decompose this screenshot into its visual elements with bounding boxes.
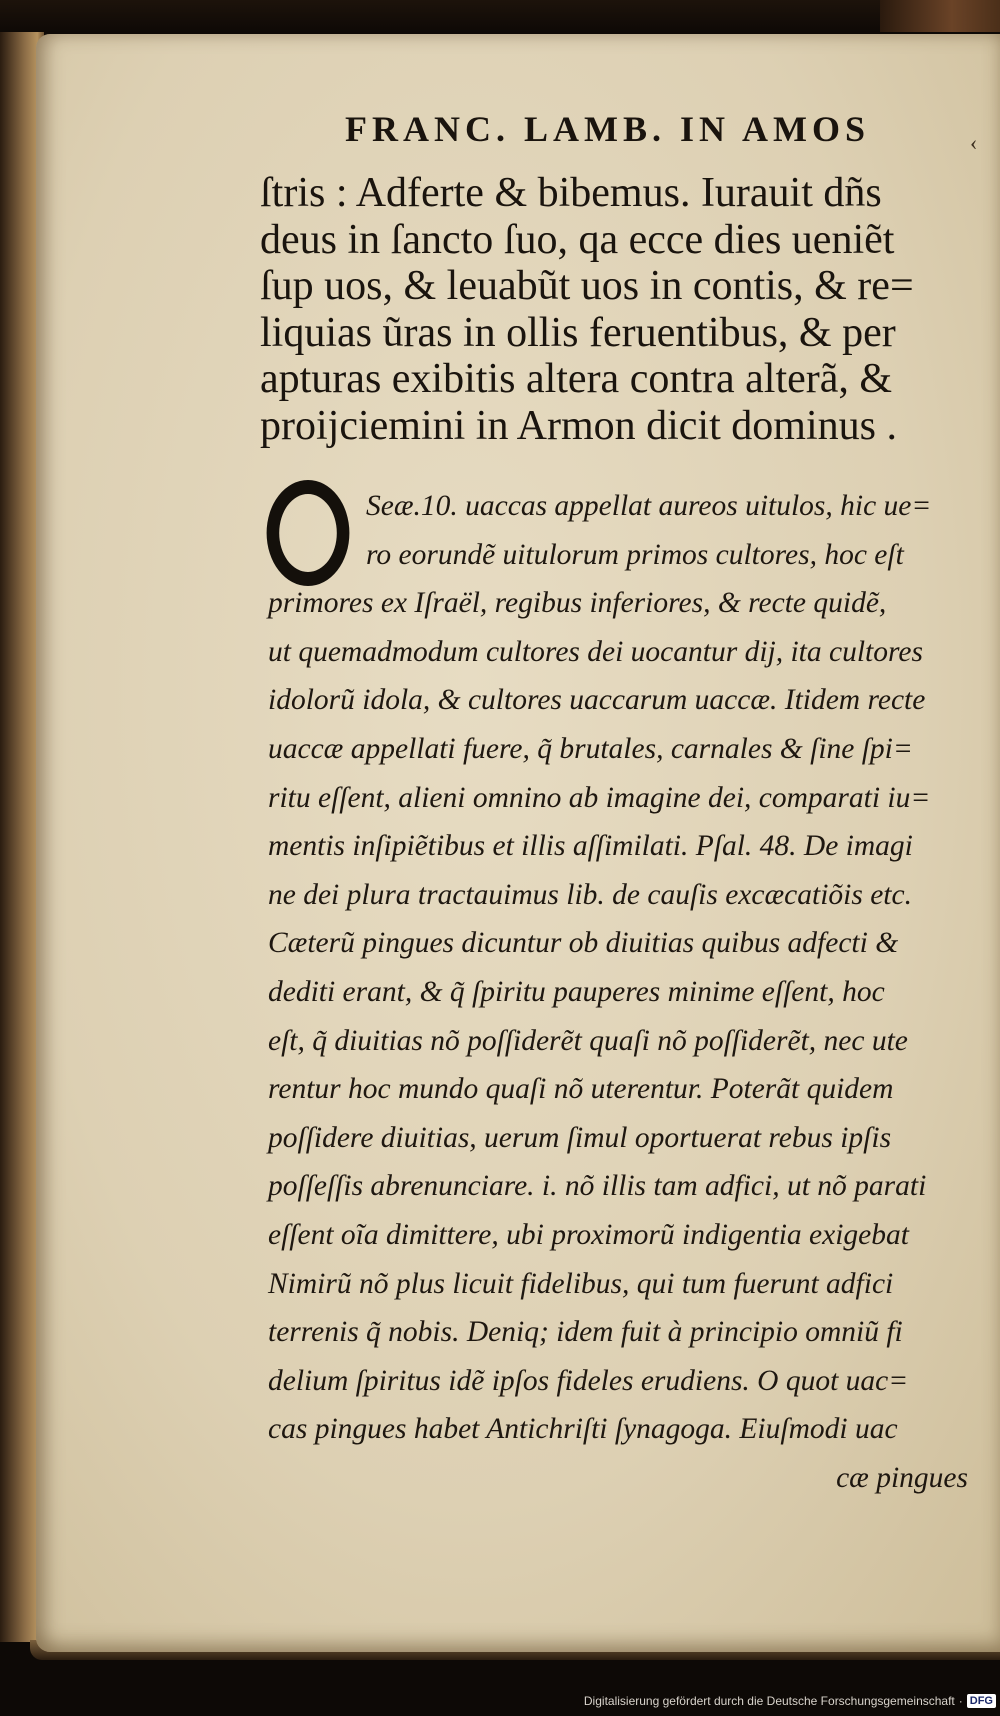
credit-text: Digitalisierung gefördert durch die Deutsche Forschungsgemeinschaft bbox=[583, 1694, 955, 1708]
book-edge-top bbox=[0, 0, 1000, 36]
margin-mark: ‹ bbox=[970, 130, 978, 155]
commentary-line: eſt, q̃ diuitias nõ poſſiderẽt quaſi nõ poſſiderẽt, nec ute bbox=[268, 1024, 908, 1057]
commentary-line: ro eorundẽ uitulorum primos cultores, hoc eſt bbox=[366, 538, 904, 571]
credit-separator: · bbox=[958, 1694, 963, 1708]
catchword: cæ pingues bbox=[836, 1461, 968, 1494]
main-text-line: ſtris : Adferte & bibemus. Iurauit dñs bbox=[260, 170, 882, 216]
main-text-block bbox=[260, 170, 960, 449]
main-text-line: liquias ũras in ollis feruentibus, & per bbox=[260, 309, 896, 356]
commentary-line: idolorũ idola, & cultores uaccarum uaccæ. Itidem recte bbox=[268, 684, 926, 717]
main-text-line: ſup uos, & leuabũt uos in contis, & re= bbox=[260, 263, 914, 309]
book-cover-corner bbox=[880, 0, 1000, 32]
digitization-credit bbox=[584, 1690, 996, 1712]
dfg-logo: DFG bbox=[967, 1694, 996, 1708]
commentary-line: terrenis q̃ nobis. Deniq; idem fuit à principio omniũ fi bbox=[268, 1316, 903, 1349]
commentary-line: rentur hoc mundo quaſi nõ uterentur. Poterãt quidem bbox=[268, 1073, 894, 1106]
main-text-line: apturas exibitis altera contra alterã, & bbox=[260, 356, 893, 402]
commentary-line: Seæ.10. uaccas appellat aureos uitulos, hic ue= bbox=[366, 490, 932, 522]
commentary-line: poſſeſſis abrenunciare. i. nõ illis tam adfici, ut nõ parati bbox=[268, 1170, 927, 1203]
commentary-line: Nimirũ nõ plus licuit fidelibus, qui tum fuerunt adfici bbox=[268, 1267, 894, 1300]
main-text-line: deus in ſancto ſuo, qa ecce dies ueniẽt bbox=[260, 216, 895, 263]
commentary-line: eſſent oĩa dimittere, ubi proximorũ indigentia exigebat bbox=[268, 1218, 909, 1251]
main-text-line: proijciemini in Armon dicit dominus . bbox=[260, 402, 897, 449]
commentary-line: ut quemadmodum cultores dei uocantur dij, ita cultores bbox=[268, 635, 923, 668]
commentary-line: Cæterũ pingues dicuntur ob diuitias quibus adfecti & bbox=[268, 927, 899, 960]
commentary-line: delium ſpiritus idẽ ipſos fideles erudiens. O quot uac= bbox=[268, 1364, 909, 1397]
commentary-line: dediti erant, & q̃ ſpiritu pauperes minime eſſent, hoc bbox=[268, 975, 885, 1008]
commentary-line: cas pingues habet Antichriſti ſynagoga. Eiuſmodi uac bbox=[268, 1413, 898, 1446]
commentary-line: poſſidere diuitias, uerum ſimul oportuerat rebus ipſis bbox=[268, 1121, 892, 1154]
commentary-line: uaccæ appellati fuere, q̃ brutales, carnales & ſine ſpi= bbox=[268, 732, 913, 765]
commentary-line: ritu eſſent, alieni omnino ab imagine dei, comparati iu= bbox=[268, 781, 931, 814]
commentary-line: primores ex Iſraël, regibus inferiores, & recte quidẽ, bbox=[268, 587, 887, 620]
commentary-block bbox=[268, 482, 968, 1502]
commentary-line: ne dei plura tractauimus lib. de cauſis excæcatiõis etc. bbox=[268, 878, 912, 911]
running-title: FRANC. LAMB. IN AMOS bbox=[345, 109, 871, 149]
commentary-line: mentis inſipiẽtibus et illis aſſimilati. Pſal. 48. De imagi bbox=[268, 830, 913, 863]
